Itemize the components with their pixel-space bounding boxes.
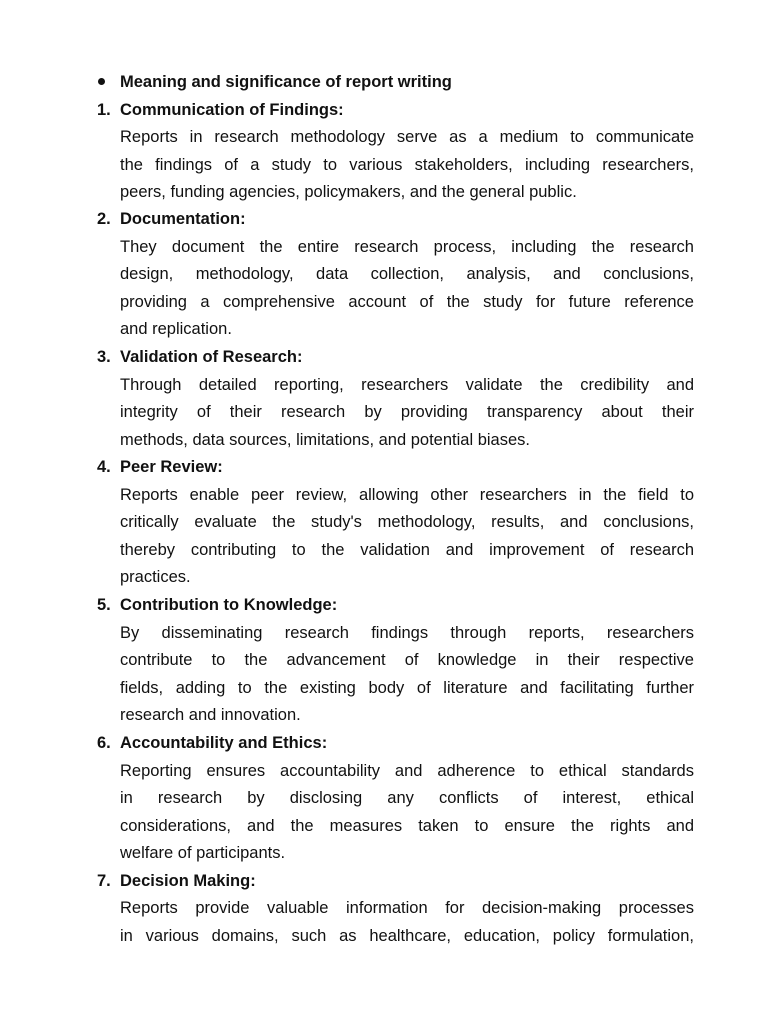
bullet-icon (98, 78, 105, 85)
item-number: 6. (97, 734, 111, 752)
item-text-line: Through detailed reporting, researchers validate the credibility and (120, 376, 694, 394)
item-text-line: Reports in research methodology serve as a medium to communicate (120, 128, 694, 146)
item-text-line: critically evaluate the study's methodology, results, and conclusions, (120, 513, 694, 531)
item-number: 7. (97, 872, 111, 890)
item-text-line: Reports enable peer review, allowing other researchers in the field to (120, 486, 694, 504)
item-text-line: peers, funding agencies, policymakers, and the general public. (120, 183, 577, 201)
item-text-line: the findings of a study to various stakeholders, including researchers, (120, 156, 694, 174)
item-text-line: fields, adding to the existing body of literature and facilitating further (120, 679, 694, 697)
item-text-line: welfare of participants. (120, 844, 286, 862)
item-title: Documentation: (120, 210, 246, 228)
item-title: Communication of Findings: (120, 101, 344, 119)
item-title: Accountability and Ethics: (120, 734, 328, 752)
item-text-line: practices. (120, 568, 191, 586)
item-text-line: integrity of their research by providing transparency about their (120, 403, 694, 421)
item-text-line: in research by disclosing any conflicts of interest, ethical (120, 789, 694, 807)
item-text-line: in various domains, such as healthcare, education, policy formulation, (120, 927, 694, 945)
item-number: 3. (97, 348, 111, 366)
section-heading: Meaning and significance of report writing (120, 73, 452, 91)
item-text-line: contribute to the advancement of knowledge in their respective (120, 651, 694, 669)
item-text-line: thereby contributing to the validation and improvement of research (120, 541, 694, 559)
item-number: 2. (97, 210, 111, 228)
item-text-line: providing a comprehensive account of the study for future reference (120, 293, 694, 311)
item-text-line: research and innovation. (120, 706, 301, 724)
item-text-line: methods, data sources, limitations, and potential biases. (120, 431, 530, 449)
item-text-line: and replication. (120, 320, 232, 338)
item-number: 1. (97, 101, 111, 119)
item-number: 4. (97, 458, 111, 476)
item-text-line: Reporting ensures accountability and adherence to ethical standards (120, 762, 694, 780)
item-number: 5. (97, 596, 111, 614)
item-title: Peer Review: (120, 458, 223, 476)
item-text-line: considerations, and the measures taken to ensure the rights and (120, 817, 694, 835)
item-text-line: Reports provide valuable information for decision-making processes (120, 899, 694, 917)
item-text-line: By disseminating research findings through reports, researchers (120, 624, 694, 642)
item-title: Contribution to Knowledge: (120, 596, 338, 614)
item-title: Validation of Research: (120, 348, 303, 366)
item-text-line: They document the entire research process, including the research (120, 238, 694, 256)
item-text-line: design, methodology, data collection, analysis, and conclusions, (120, 265, 694, 283)
item-title: Decision Making: (120, 872, 256, 890)
